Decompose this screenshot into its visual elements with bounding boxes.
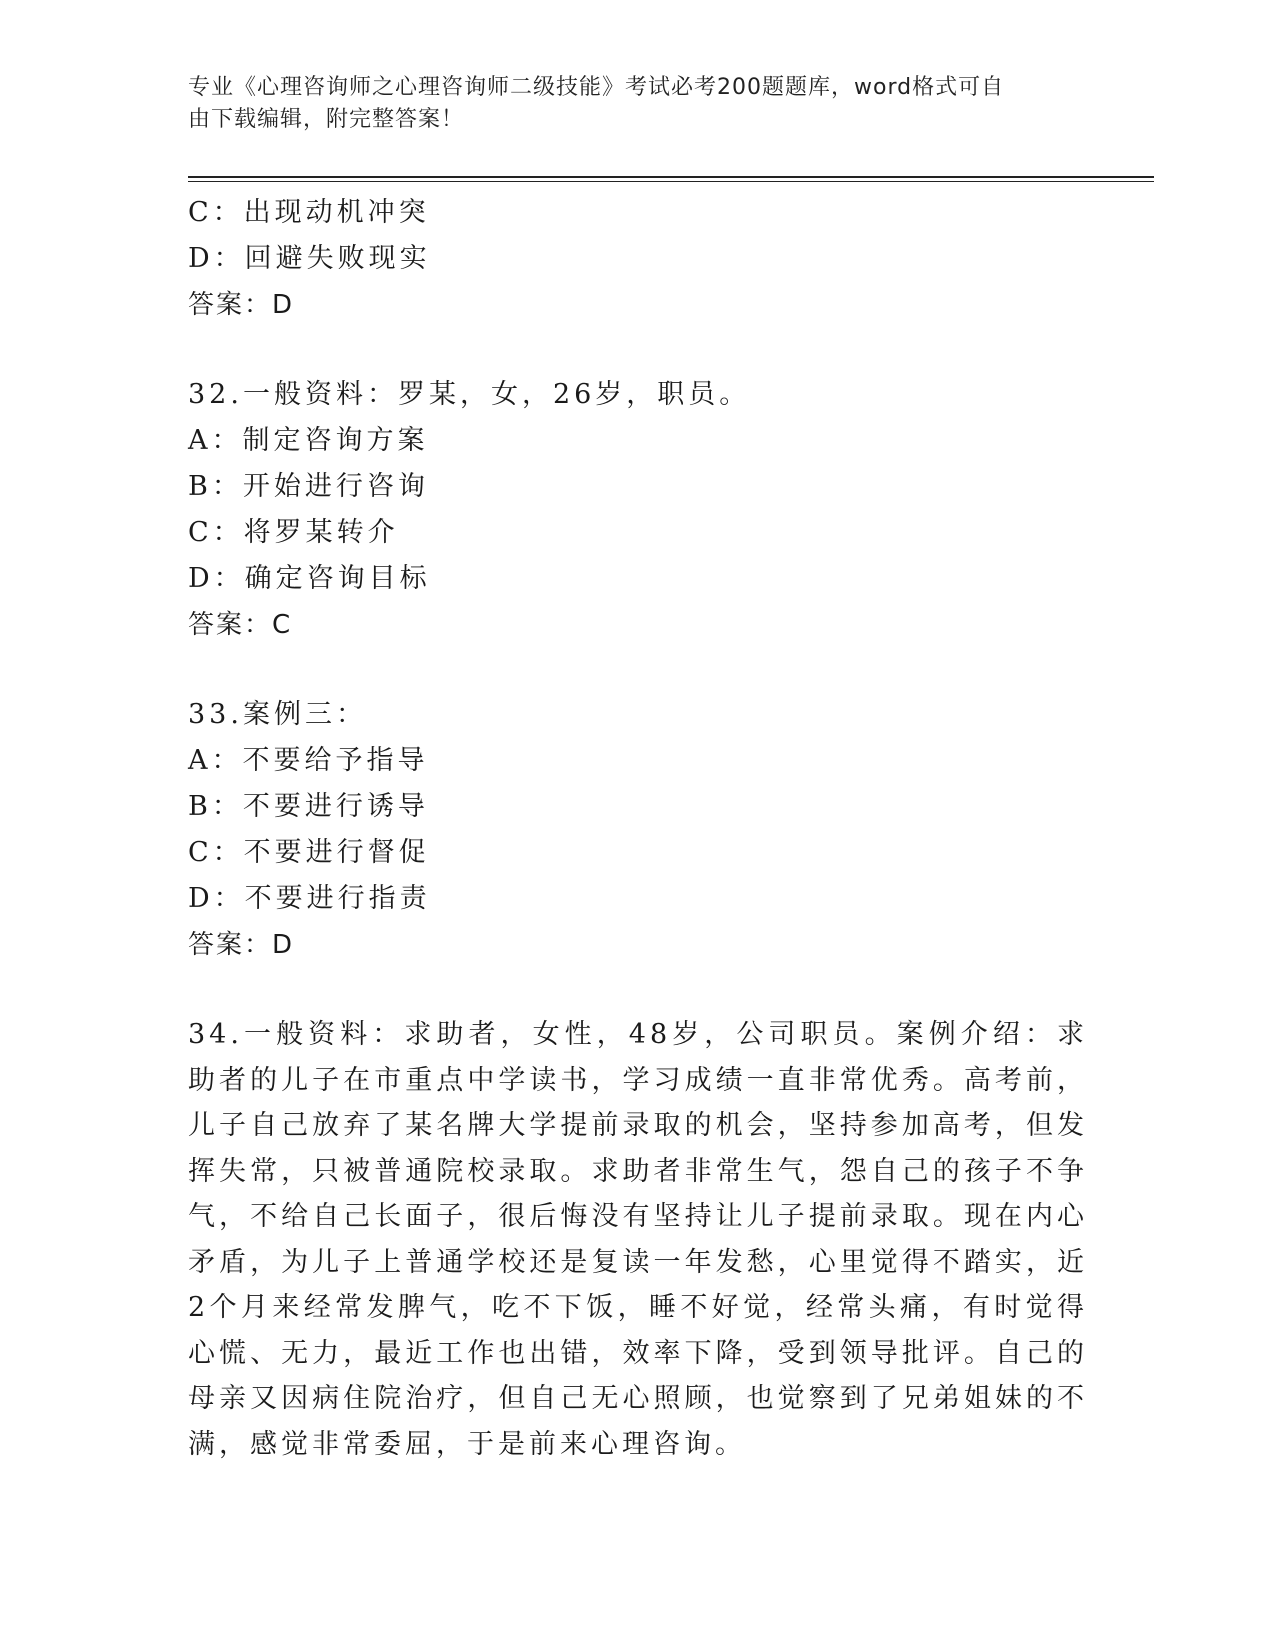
spacer: [188, 648, 1088, 692]
option-c: C：出现动机冲突: [188, 197, 430, 228]
question-33: [188, 692, 1088, 968]
question-list: [188, 190, 1088, 1467]
header-divider-thin: [188, 181, 1154, 182]
option-d: D：不要进行指责: [188, 883, 431, 914]
question-34: [188, 1012, 1088, 1467]
header-divider-thick: [188, 176, 1154, 178]
header-line-1: 专业《心理咨询师之心理咨询师二级技能》考试必考200题题库，word格式可自: [188, 75, 1005, 100]
question-32: [188, 372, 1088, 648]
option-c: C：不要进行督促: [188, 837, 430, 868]
question-stem: 34.一般资料：求助者，女性，48岁，公司职员。案例介绍：求助者的儿子在市重点中学读书，学习成绩一直非常优秀。高考前，儿子自己放弃了某名牌大学提前录取的机会，坚持参加高考，但发挥失常，只被普通院校录取。求助者非常生气，怨自己的孩子不争气，不给自己长面子，很后悔没有坚持让儿子提前录取。现在内心矛盾，为儿子上普通学校还是复读一年发愁，心里觉得不踏实，近2个月来经常发脾气，吃不下饭，睡不好觉，经常头痛，有时觉得心慌、无力，最近工作也出错，效率下降，受到领导批评。自己的母亲又因病住院治疗，但自己无心照顾，也觉察到了兄弟姐妹的不满，感觉非常委屈，于是前来心理咨询。: [188, 1019, 1088, 1460]
question-stem: 32.一般资料：罗某，女，26岁，职员。: [188, 379, 751, 410]
header-line-2: 由下载编辑，附完整答案！: [188, 107, 465, 132]
option-d: D：确定咨询目标: [188, 563, 431, 594]
question-31: [188, 190, 1088, 328]
answer-line: 答案：D: [188, 290, 295, 320]
option-b: B：不要进行诱导: [188, 791, 429, 822]
answer-line: 答案：D: [188, 930, 295, 960]
spacer: [188, 968, 1088, 1012]
option-d: D：回避失败现实: [188, 243, 431, 274]
option-a: A：制定咨询方案: [188, 425, 429, 456]
document-header: [188, 72, 1088, 136]
spacer: [188, 328, 1088, 372]
option-b: B：开始进行咨询: [188, 471, 429, 502]
option-c: C：将罗某转介: [188, 517, 399, 548]
option-a: A：不要给予指导: [188, 745, 429, 776]
answer-line: 答案：C: [188, 610, 293, 640]
question-stem: 33.案例三：: [188, 699, 367, 730]
